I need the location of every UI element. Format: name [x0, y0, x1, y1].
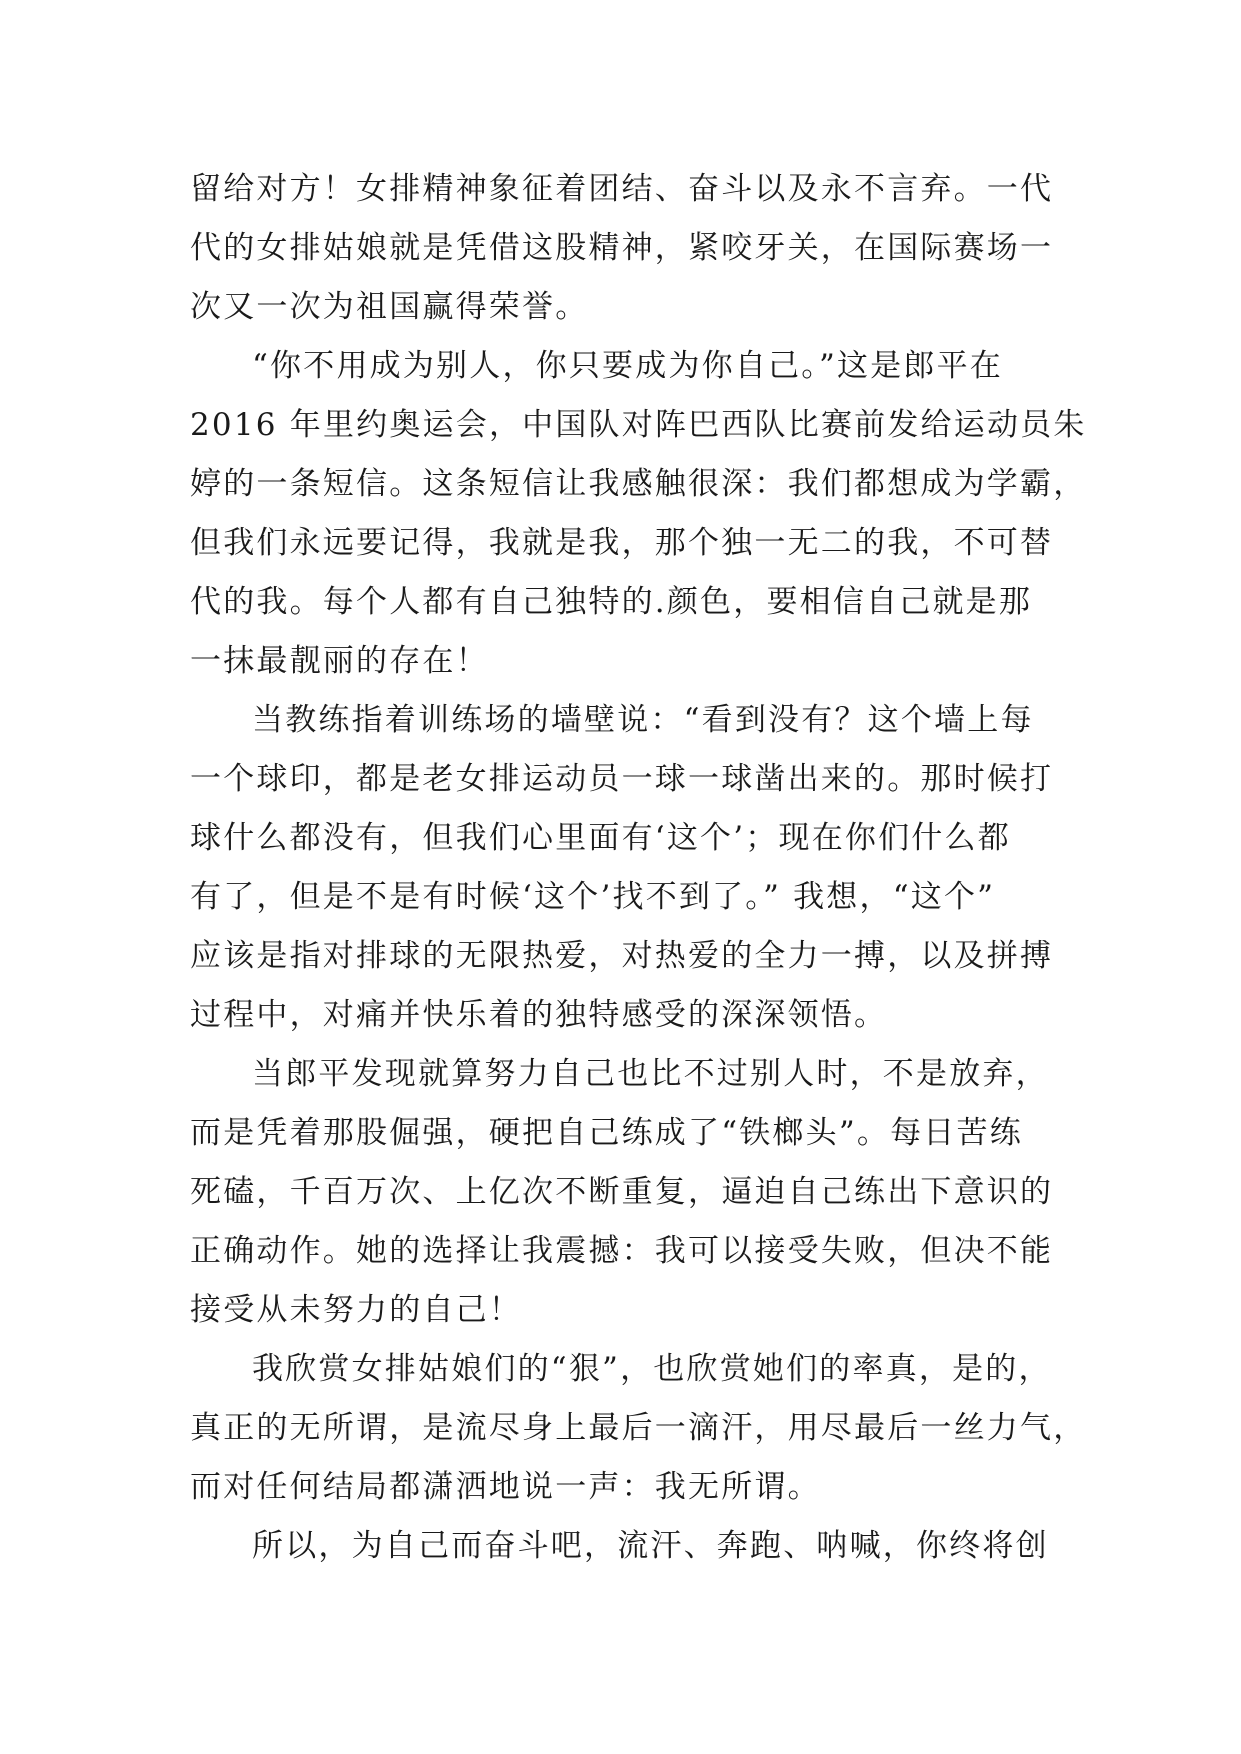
text-line: 2016 年里约奥运会，中国队对阵巴西队比赛前发给运动员朱: [190, 407, 1087, 443]
text-line: 球什么都没有，但我们心里面有‘这个’；现在你们什么都: [190, 820, 1011, 856]
text-line: 留给对方！女排精神象征着团结、奋斗以及永不言弃。一代: [190, 171, 1054, 207]
text-line: 但我们永远要记得，我就是我，那个独一无二的我，不可替: [190, 525, 1054, 561]
text-line: 我欣赏女排姑娘们的“狠”，也欣赏她们的率真，是的，: [252, 1351, 1052, 1387]
text-line: 过程中，对痛并快乐着的独特感受的深深领悟。: [190, 997, 888, 1033]
text-line: 一个球印，都是老女排运动员一球一球凿出来的。那时候打: [190, 761, 1054, 797]
text-line: 代的我。每个人都有自己独特的.颜色，要相信自己就是那: [190, 584, 1033, 620]
body-text: [190, 160, 1087, 1576]
text-line: 真正的无所谓，是流尽身上最后一滴汗，用尽最后一丝力气，: [190, 1410, 1087, 1446]
text-line: 而是凭着那股倔强，硬把自己练成了“铁榔头”。每日苦练: [190, 1115, 1023, 1151]
text-line: 代的女排姑娘就是凭借这股精神，紧咬牙关，在国际赛场一: [190, 230, 1054, 266]
text-line: 正确动作。她的选择让我震撼：我可以接受失败，但决不能: [190, 1233, 1054, 1269]
text-line: 死磕，千百万次、上亿次不断重复，逼迫自己练出下意识的: [190, 1174, 1054, 1210]
text-line: 一抹最靓丽的存在！: [190, 643, 489, 679]
text-line: 婷的一条短信。这条短信让我感触很深：我们都想成为学霸，: [190, 466, 1087, 502]
text-line: 有了，但是不是有时候‘这个’找不到了。” 我想，“这个”: [190, 879, 996, 915]
text-line: 当教练指着训练场的墙壁说：“看到没有？这个墙上每: [252, 702, 1034, 738]
text-line: 当郎平发现就算努力自己也比不过别人时，不是放弃，: [252, 1056, 1049, 1092]
text-line: 所以，为自己而奋斗吧，流汗、奔跑、呐喊，你终将创: [252, 1528, 1049, 1564]
text-line: “你不用成为别人，你只要成为你自己。”这是郎平在: [252, 348, 1003, 384]
text-line: 而对任何结局都潇洒地说一声：我无所谓。: [190, 1469, 821, 1505]
text-line: 接受从未努力的自己！: [190, 1292, 522, 1328]
text-line: 应该是指对排球的无限热爱，对热爱的全力一搏，以及拼搏: [190, 938, 1054, 974]
text-line: 次又一次为祖国赢得荣誉。: [190, 289, 589, 325]
